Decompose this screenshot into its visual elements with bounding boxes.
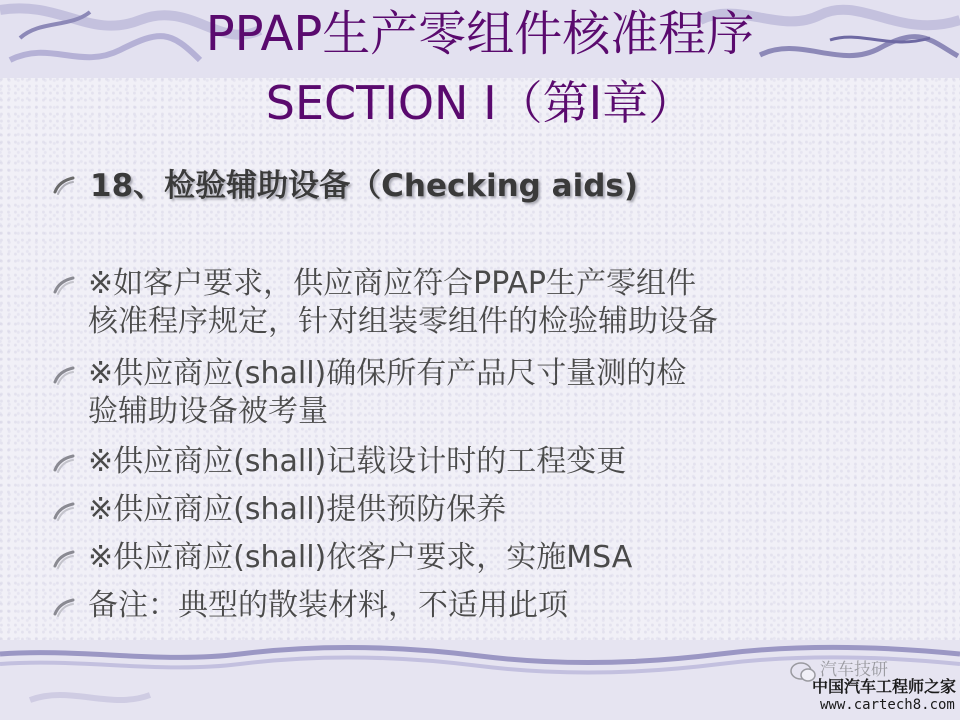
bullet-item-line: 备注：典型的散装材料，不适用此项 <box>88 588 568 623</box>
wave-bullet-icon <box>52 174 76 196</box>
watermark-account: 汽车技研 <box>820 660 888 680</box>
bullet-item-line: ※供应商应(shall)依客户要求，实施MSA <box>88 540 633 575</box>
watermark-url: www.cartech8.com <box>820 697 955 713</box>
section-heading: 18、检验辅助设备（Checking aids) <box>90 168 639 204</box>
wave-bullet-icon <box>52 364 76 386</box>
wave-bullet-icon <box>52 548 76 570</box>
bullet-item-line: 核准程序规定，针对组装零组件的检验辅助设备 <box>88 304 718 339</box>
bullet-item-line: ※如客户要求，供应商应符合PPAP生产零组件 <box>88 266 697 301</box>
wave-bullet-icon <box>52 500 76 522</box>
bullet-item-line: 验辅助设备被考量 <box>88 394 328 429</box>
bullet-item-line: ※供应商应(shall)确保所有产品尺寸量测的检 <box>88 356 687 391</box>
wave-bullet-icon <box>52 274 76 296</box>
wave-bullet-icon <box>52 452 76 474</box>
bullet-item-line: ※供应商应(shall)提供预防保养 <box>88 492 507 527</box>
watermark <box>790 660 956 716</box>
bullet-item-line: ※供应商应(shall)记载设计时的工程变更 <box>88 444 627 479</box>
wave-bullet-icon <box>52 596 76 618</box>
slide-subtitle: SECTION I（第I章） <box>265 76 695 130</box>
slide-title: PPAP生产零组件核准程序 <box>205 6 755 62</box>
watermark-name: 中国汽车工程师之家 <box>812 677 957 696</box>
